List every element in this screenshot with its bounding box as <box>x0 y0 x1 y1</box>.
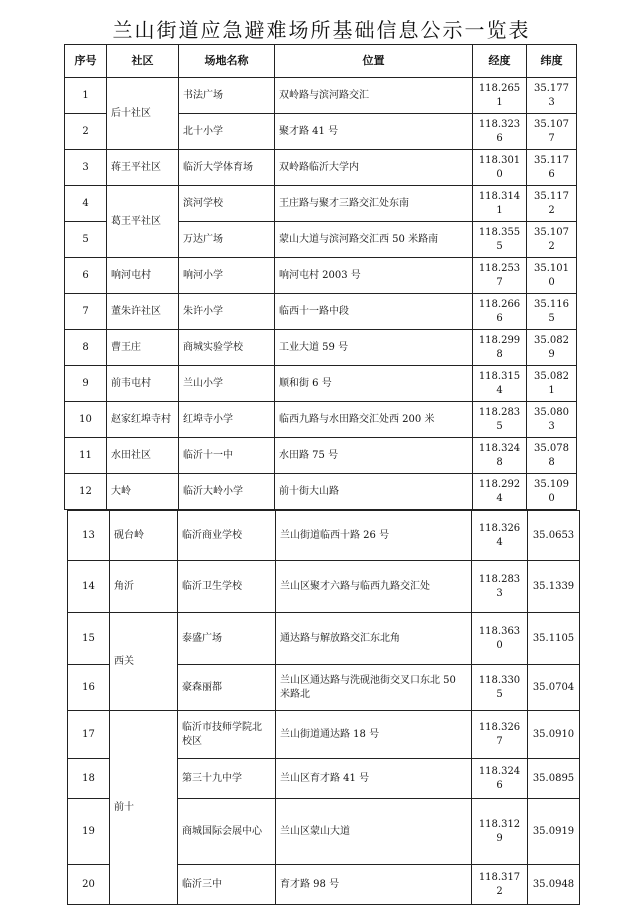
cell-location: 通达路与解放路交汇东北角 <box>276 613 472 665</box>
cell-location: 顺和街 6 号 <box>275 366 473 402</box>
cell-latitude: 35.0895 <box>528 759 580 799</box>
cell-longitude: 118.3129 <box>472 799 528 865</box>
cell-site: 红埠寺小学 <box>179 402 275 438</box>
cell-longitude: 118.3236 <box>473 114 527 150</box>
cell-location: 兰山区聚才六路与临西九路交汇处 <box>276 561 472 613</box>
cell-no: 19 <box>68 799 110 865</box>
cell-latitude: 35.1176 <box>527 150 577 186</box>
cell-location: 聚才路 41 号 <box>275 114 473 150</box>
table-row <box>65 78 577 114</box>
cell-longitude: 118.3010 <box>473 150 527 186</box>
cell-no: 7 <box>65 294 107 330</box>
cell-longitude: 118.2835 <box>473 402 527 438</box>
table-row <box>65 402 577 438</box>
cell-no: 14 <box>68 561 110 613</box>
header-site: 场地名称 <box>179 45 275 78</box>
table-row <box>65 366 577 402</box>
cell-latitude: 35.1165 <box>527 294 577 330</box>
cell-latitude: 35.0788 <box>527 438 577 474</box>
cell-no: 15 <box>68 613 110 665</box>
cell-community: 后十社区 <box>107 78 179 150</box>
cell-community: 赵家红埠寺村 <box>107 402 179 438</box>
table-row <box>65 294 577 330</box>
cell-latitude: 35.1172 <box>527 186 577 222</box>
cell-longitude: 118.3264 <box>472 511 528 561</box>
cell-community: 蒋王平社区 <box>107 150 179 186</box>
cell-site: 临沂商业学校 <box>178 511 276 561</box>
cell-site: 朱许小学 <box>179 294 275 330</box>
cell-longitude: 118.3630 <box>472 613 528 665</box>
cell-site: 泰盛广场 <box>178 613 276 665</box>
table-row <box>65 474 577 510</box>
cell-latitude: 35.0948 <box>528 865 580 905</box>
cell-location: 王庄路与聚才三路交汇处东南 <box>275 186 473 222</box>
cell-longitude: 118.2666 <box>473 294 527 330</box>
cell-location: 水田路 75 号 <box>275 438 473 474</box>
cell-no: 12 <box>65 474 107 510</box>
cell-site: 第三十九中学 <box>178 759 276 799</box>
cell-location: 临西九路与水田路交汇处西 200 米 <box>275 402 473 438</box>
cell-no: 3 <box>65 150 107 186</box>
cell-longitude: 118.2833 <box>472 561 528 613</box>
cell-no: 18 <box>68 759 110 799</box>
table-row <box>65 186 577 222</box>
table-row <box>65 330 577 366</box>
cell-longitude: 118.3555 <box>473 222 527 258</box>
shelter-table-part1 <box>64 44 577 510</box>
cell-location: 兰山区通达路与洗砚池街交叉口东北 50 米路北 <box>276 665 472 711</box>
shelter-table-part2 <box>67 510 580 905</box>
cell-no: 11 <box>65 438 107 474</box>
header-community: 社区 <box>107 45 179 78</box>
cell-location: 临西十一路中段 <box>275 294 473 330</box>
cell-community: 响河屯村 <box>107 258 179 294</box>
cell-latitude: 35.0910 <box>528 711 580 759</box>
cell-location: 兰山街道临西十路 26 号 <box>276 511 472 561</box>
cell-no: 2 <box>65 114 107 150</box>
cell-latitude: 35.1105 <box>528 613 580 665</box>
cell-no: 17 <box>68 711 110 759</box>
cell-longitude: 118.3246 <box>472 759 528 799</box>
cell-community: 西关 <box>110 613 178 711</box>
cell-site: 兰山小学 <box>179 366 275 402</box>
cell-longitude: 118.3267 <box>472 711 528 759</box>
cell-location: 育才路 98 号 <box>276 865 472 905</box>
cell-location: 工业大道 59 号 <box>275 330 473 366</box>
cell-latitude: 35.1339 <box>528 561 580 613</box>
page-title: 兰山街道应急避难场所基础信息公示一览表 <box>112 18 531 42</box>
cell-community: 董朱许社区 <box>107 294 179 330</box>
cell-longitude: 118.2998 <box>473 330 527 366</box>
cell-site: 商城国际会展中心 <box>178 799 276 865</box>
header-location: 位置 <box>275 45 473 78</box>
cell-longitude: 118.2537 <box>473 258 527 294</box>
cell-site: 书法广场 <box>179 78 275 114</box>
cell-latitude: 35.1090 <box>527 474 577 510</box>
cell-latitude: 35.1072 <box>527 222 577 258</box>
cell-longitude: 118.2651 <box>473 78 527 114</box>
cell-community: 葛王平社区 <box>107 186 179 258</box>
cell-site: 临沂三中 <box>178 865 276 905</box>
cell-no: 16 <box>68 665 110 711</box>
cell-latitude: 35.0919 <box>528 799 580 865</box>
header-latitude: 纬度 <box>527 45 577 78</box>
cell-no: 8 <box>65 330 107 366</box>
cell-longitude: 118.3141 <box>473 186 527 222</box>
header-no: 序号 <box>65 45 107 78</box>
cell-site: 万达广场 <box>179 222 275 258</box>
cell-no: 13 <box>68 511 110 561</box>
cell-longitude: 118.3172 <box>472 865 528 905</box>
cell-location: 兰山区蒙山大道 <box>276 799 472 865</box>
header-longitude: 经度 <box>473 45 527 78</box>
table-row <box>68 511 580 561</box>
cell-community: 砚台岭 <box>110 511 178 561</box>
cell-community: 前韦屯村 <box>107 366 179 402</box>
cell-location: 兰山街道通达路 18 号 <box>276 711 472 759</box>
cell-no: 10 <box>65 402 107 438</box>
cell-no: 9 <box>65 366 107 402</box>
cell-community: 水田社区 <box>107 438 179 474</box>
cell-longitude: 118.2924 <box>473 474 527 510</box>
cell-community: 前十 <box>110 711 178 905</box>
cell-longitude: 118.3154 <box>473 366 527 402</box>
table-row <box>68 711 580 759</box>
cell-latitude: 35.0821 <box>527 366 577 402</box>
cell-community: 大岭 <box>107 474 179 510</box>
cell-longitude: 118.3305 <box>472 665 528 711</box>
cell-longitude: 118.3248 <box>473 438 527 474</box>
cell-latitude: 35.1010 <box>527 258 577 294</box>
cell-site: 北十小学 <box>179 114 275 150</box>
cell-no: 4 <box>65 186 107 222</box>
cell-community: 角沂 <box>110 561 178 613</box>
table-row <box>65 258 577 294</box>
cell-site: 响河小学 <box>179 258 275 294</box>
cell-latitude: 35.0829 <box>527 330 577 366</box>
cell-site: 临沂十一中 <box>179 438 275 474</box>
cell-site: 临沂大学体育场 <box>179 150 275 186</box>
cell-location: 双岭路与滨河路交汇 <box>275 78 473 114</box>
table-row <box>65 150 577 186</box>
table-row <box>68 561 580 613</box>
cell-latitude: 35.0704 <box>528 665 580 711</box>
cell-community: 曹王庄 <box>107 330 179 366</box>
cell-location: 双岭路临沂大学内 <box>275 150 473 186</box>
cell-site: 临沂卫生学校 <box>178 561 276 613</box>
table-header-row <box>65 45 577 78</box>
cell-no: 1 <box>65 78 107 114</box>
cell-site: 滨河学校 <box>179 186 275 222</box>
table-row <box>65 438 577 474</box>
table-row <box>68 613 580 665</box>
cell-location: 兰山区育才路 41 号 <box>276 759 472 799</box>
cell-site: 临沂大岭小学 <box>179 474 275 510</box>
cell-no: 20 <box>68 865 110 905</box>
cell-location: 蒙山大道与滨河路交汇西 50 米路南 <box>275 222 473 258</box>
cell-location: 前十街大山路 <box>275 474 473 510</box>
cell-no: 5 <box>65 222 107 258</box>
cell-site: 临沂市技师学院北校区 <box>178 711 276 759</box>
cell-site: 豪森丽都 <box>178 665 276 711</box>
cell-location: 响河屯村 2003 号 <box>275 258 473 294</box>
cell-latitude: 35.1773 <box>527 78 577 114</box>
cell-latitude: 35.0653 <box>528 511 580 561</box>
cell-no: 6 <box>65 258 107 294</box>
cell-latitude: 35.1077 <box>527 114 577 150</box>
cell-latitude: 35.0803 <box>527 402 577 438</box>
cell-site: 商城实验学校 <box>179 330 275 366</box>
